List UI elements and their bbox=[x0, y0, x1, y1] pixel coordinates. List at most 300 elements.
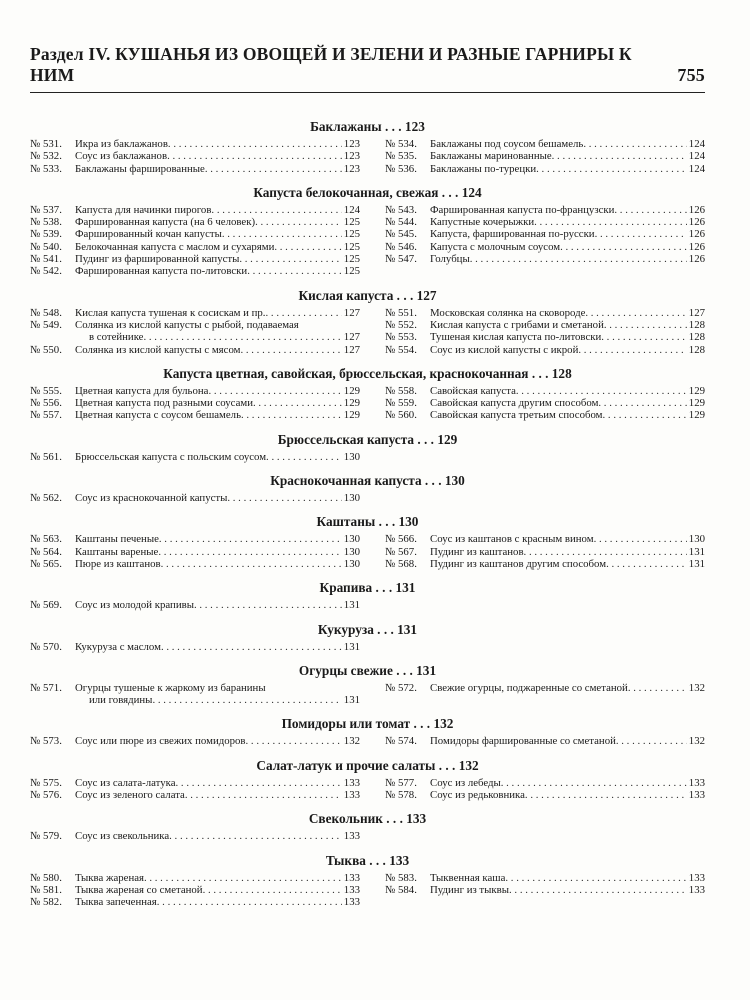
recipe-number: № 560. bbox=[385, 409, 417, 422]
dot-leader bbox=[509, 884, 687, 896]
recipe-number: № 561. bbox=[30, 450, 62, 463]
left-column bbox=[30, 385, 360, 422]
recipe-title: Кислая капуста с грибами и сметаной bbox=[430, 318, 604, 331]
left-column bbox=[30, 492, 360, 504]
recipe-number: № 536. bbox=[385, 162, 417, 175]
right-column bbox=[385, 492, 705, 504]
page-ref: 127 bbox=[343, 343, 360, 356]
entry-line bbox=[75, 682, 360, 694]
entry-body bbox=[430, 682, 705, 694]
entry-body bbox=[430, 884, 705, 896]
recipe-title: Соус из редьковника bbox=[430, 789, 525, 802]
entry-body bbox=[430, 409, 705, 421]
entry-line bbox=[430, 872, 705, 884]
right-column bbox=[385, 204, 705, 278]
page-ref: 133 bbox=[343, 896, 360, 909]
recipe-number: № 580. bbox=[30, 871, 62, 884]
toc-entry bbox=[385, 385, 705, 397]
dot-leader bbox=[616, 735, 687, 747]
dot-leader bbox=[158, 546, 341, 558]
page-ref: 128 bbox=[688, 331, 705, 344]
left-column bbox=[30, 830, 360, 842]
page-ref: 132 bbox=[343, 735, 360, 748]
dot-leader bbox=[501, 777, 687, 789]
right-column bbox=[385, 872, 705, 909]
entry-line bbox=[75, 241, 360, 253]
section-columns bbox=[30, 138, 705, 175]
section-columns bbox=[30, 599, 705, 611]
entry-line bbox=[75, 896, 360, 908]
toc-section bbox=[30, 185, 705, 278]
recipe-number: № 582. bbox=[30, 896, 62, 909]
section-columns bbox=[30, 735, 705, 747]
dot-leader bbox=[274, 241, 341, 253]
left-column bbox=[30, 599, 360, 611]
entry-line bbox=[75, 599, 360, 611]
recipe-number: № 540. bbox=[30, 240, 62, 253]
page-ref: 125 bbox=[343, 240, 360, 253]
entry-line bbox=[75, 533, 360, 545]
recipe-title: Баклажаны фаршированные bbox=[75, 162, 205, 175]
entry-line bbox=[75, 789, 360, 801]
entry-body bbox=[430, 344, 705, 356]
toc-entry bbox=[30, 735, 360, 747]
entry-body bbox=[430, 204, 705, 216]
recipe-number: № 533. bbox=[30, 162, 62, 175]
recipe-title: Пудинг из каштанов другим способом bbox=[430, 557, 607, 570]
page-ref: 132 bbox=[688, 735, 705, 748]
entry-line bbox=[75, 451, 360, 463]
section-columns bbox=[30, 533, 705, 570]
dot-leader bbox=[143, 331, 341, 343]
section-columns bbox=[30, 492, 705, 504]
recipe-title: Белокочанная капуста с маслом и сухарями bbox=[75, 240, 275, 253]
recipe-number: № 584. bbox=[385, 883, 417, 896]
recipe-number: № 539. bbox=[30, 228, 62, 241]
entry-line bbox=[430, 150, 705, 162]
dot-leader bbox=[536, 163, 687, 175]
recipe-number: № 576. bbox=[30, 789, 62, 802]
toc-entry bbox=[30, 385, 360, 397]
page-ref: 125 bbox=[343, 228, 360, 241]
section-title: Капуста белокочанная, свежая . . . 124 bbox=[253, 184, 482, 200]
toc-entry bbox=[30, 682, 360, 707]
recipe-title: Пюре из каштанов bbox=[75, 557, 161, 570]
recipe-number: № 579. bbox=[30, 830, 62, 843]
left-column bbox=[30, 641, 360, 653]
entry-line bbox=[430, 409, 705, 421]
entry-body bbox=[430, 216, 705, 228]
dot-leader bbox=[525, 789, 687, 801]
toc-entry bbox=[30, 307, 360, 319]
page-ref: 126 bbox=[688, 228, 705, 241]
entry-body bbox=[75, 546, 360, 558]
recipe-number: № 583. bbox=[385, 871, 417, 884]
recipe-number: № 558. bbox=[385, 384, 417, 397]
toc-section bbox=[30, 716, 705, 747]
entry-body bbox=[75, 735, 360, 747]
toc-entry bbox=[30, 777, 360, 789]
dot-leader bbox=[266, 451, 342, 463]
recipe-title: Помидоры фаршированные со сметаной bbox=[430, 735, 616, 748]
recipe-title-continued: в сотейнике bbox=[89, 331, 144, 344]
entry-body bbox=[430, 163, 705, 175]
toc-entry bbox=[385, 228, 705, 240]
toc-entry bbox=[30, 492, 360, 504]
recipe-title: Фаршированная капуста (на 6 человек) bbox=[75, 216, 256, 229]
dot-leader bbox=[152, 694, 341, 706]
entry-body bbox=[430, 558, 705, 570]
dot-leader bbox=[240, 344, 341, 356]
toc-entry bbox=[385, 397, 705, 409]
entry-line bbox=[75, 344, 360, 356]
entry-body bbox=[75, 599, 360, 611]
recipe-number: № 549. bbox=[30, 318, 62, 331]
dot-leader bbox=[628, 682, 687, 694]
page-ref: 133 bbox=[343, 830, 360, 843]
recipe-number: № 552. bbox=[385, 318, 417, 331]
page-ref: 126 bbox=[688, 240, 705, 253]
entry-body bbox=[75, 265, 360, 277]
recipe-number: № 548. bbox=[30, 306, 62, 319]
recipe-number: № 570. bbox=[30, 640, 62, 653]
left-column bbox=[30, 307, 360, 356]
dot-leader bbox=[157, 896, 342, 908]
toc-entry bbox=[385, 150, 705, 162]
page-ref: 131 bbox=[343, 640, 360, 653]
entry-line bbox=[430, 546, 705, 558]
page-ref: 128 bbox=[688, 318, 705, 331]
entry-body bbox=[75, 163, 360, 175]
page-ref: 131 bbox=[688, 545, 705, 558]
recipe-title: Брюссельская капуста с польским соусом bbox=[75, 450, 267, 463]
running-header bbox=[30, 0, 705, 93]
entry-body bbox=[75, 344, 360, 356]
recipe-title: Каштаны печеные bbox=[75, 533, 159, 546]
recipe-number: № 567. bbox=[385, 545, 417, 558]
entry-line bbox=[75, 228, 360, 240]
toc-entry bbox=[385, 409, 705, 421]
toc-entry bbox=[385, 307, 705, 319]
toc-entry bbox=[30, 138, 360, 150]
entry-line bbox=[75, 830, 360, 842]
toc-entry bbox=[385, 163, 705, 175]
toc-entry bbox=[30, 241, 360, 253]
entry-body bbox=[75, 307, 360, 319]
entry-line bbox=[75, 138, 360, 150]
entry-line bbox=[75, 265, 360, 277]
dot-leader bbox=[266, 307, 342, 319]
entry-body bbox=[75, 641, 360, 653]
toc-entry bbox=[30, 872, 360, 884]
page-ref: 130 bbox=[688, 533, 705, 546]
recipe-title: Савойская капуста bbox=[430, 384, 516, 397]
entry-line bbox=[430, 331, 705, 343]
page-ref: 125 bbox=[343, 253, 360, 266]
entry-line bbox=[430, 682, 705, 694]
recipe-number: № 557. bbox=[30, 409, 62, 422]
recipe-title: Соус из краснокочанной капусты bbox=[75, 492, 228, 505]
recipe-title: Московская солянка на сковороде bbox=[430, 306, 586, 319]
dot-leader bbox=[606, 558, 687, 570]
entry-line bbox=[430, 253, 705, 265]
toc-entry bbox=[385, 884, 705, 896]
section-title: Огурцы свежие . . . 131 bbox=[298, 662, 437, 678]
page-ref: 124 bbox=[688, 138, 705, 150]
entry-line bbox=[430, 558, 705, 570]
toc-entry bbox=[30, 558, 360, 570]
toc-section bbox=[30, 288, 705, 356]
dot-leader bbox=[241, 409, 342, 421]
toc-entry bbox=[385, 216, 705, 228]
left-column bbox=[30, 138, 360, 175]
recipe-number: № 531. bbox=[30, 138, 62, 150]
recipe-title: Соус из баклажанов bbox=[75, 150, 168, 163]
entry-body bbox=[430, 307, 705, 319]
recipe-title: Капустные кочерыжки bbox=[430, 216, 535, 229]
dot-leader bbox=[253, 397, 342, 409]
entry-line bbox=[75, 558, 360, 570]
dot-leader bbox=[470, 253, 687, 265]
dot-leader bbox=[167, 150, 342, 162]
page-ref: 126 bbox=[688, 253, 705, 266]
entry-body bbox=[75, 253, 360, 265]
entry-body bbox=[75, 385, 360, 397]
page-ref: 123 bbox=[343, 150, 360, 163]
entry-body bbox=[75, 319, 360, 344]
page-ref: 127 bbox=[343, 306, 360, 319]
toc-entry bbox=[30, 546, 360, 558]
toc-entry bbox=[30, 830, 360, 842]
entry-line bbox=[430, 307, 705, 319]
toc-entry bbox=[30, 533, 360, 545]
entry-body bbox=[430, 319, 705, 331]
toc-entry bbox=[385, 331, 705, 343]
recipe-number: № 571. bbox=[30, 681, 62, 694]
dot-leader bbox=[205, 163, 342, 175]
toc-entry bbox=[30, 216, 360, 228]
dot-leader bbox=[583, 138, 686, 150]
entry-line bbox=[75, 216, 360, 228]
toc-entry bbox=[385, 344, 705, 356]
page-ref: 133 bbox=[343, 789, 360, 802]
dot-leader bbox=[222, 228, 342, 240]
entry-line bbox=[75, 150, 360, 162]
recipe-number: № 550. bbox=[30, 343, 62, 356]
recipe-number: № 573. bbox=[30, 735, 62, 748]
section-columns bbox=[30, 830, 705, 842]
section-header-title: Раздел IV. КУШАНЬЯ ИЗ ОВОЩЕЙ И ЗЕЛЕНИ И РАЗНЫЕ ГАРНИРЫ К НИМ bbox=[30, 44, 632, 85]
section-title: Помидоры или томат . . . 132 bbox=[281, 716, 454, 732]
left-column bbox=[30, 204, 360, 278]
toc-entry bbox=[30, 150, 360, 162]
toc-entry bbox=[30, 204, 360, 216]
toc-entry bbox=[385, 735, 705, 747]
toc-entry bbox=[30, 409, 360, 421]
entry-body bbox=[75, 241, 360, 253]
entry-body bbox=[430, 253, 705, 265]
dot-leader bbox=[247, 265, 342, 277]
entry-line bbox=[430, 228, 705, 240]
page-ref: 129 bbox=[343, 409, 360, 422]
page-ref: 129 bbox=[688, 409, 705, 422]
right-column bbox=[385, 735, 705, 747]
toc-section bbox=[30, 663, 705, 707]
recipe-title: Тыква жареная со сметаной bbox=[75, 883, 203, 896]
dot-leader bbox=[161, 558, 342, 570]
entry-body bbox=[430, 872, 705, 884]
recipe-title: Соус из свекольника bbox=[75, 830, 170, 843]
toc-entry bbox=[385, 241, 705, 253]
page-ref: 125 bbox=[343, 216, 360, 229]
page-ref: 129 bbox=[688, 384, 705, 397]
section-columns bbox=[30, 682, 705, 707]
recipe-number: № 581. bbox=[30, 883, 62, 896]
entry-line bbox=[430, 204, 705, 216]
recipe-title: Фаршированная капуста по-литовски bbox=[75, 265, 248, 278]
entry-line bbox=[75, 331, 360, 343]
entry-line bbox=[75, 385, 360, 397]
entry-body bbox=[430, 150, 705, 162]
entry-line bbox=[430, 138, 705, 150]
recipe-title: Пудинг из каштанов bbox=[430, 545, 524, 558]
section-title: Каштаны . . . 130 bbox=[316, 514, 419, 530]
entry-line bbox=[430, 789, 705, 801]
page-ref: 133 bbox=[343, 883, 360, 896]
recipe-number: № 563. bbox=[30, 533, 62, 546]
recipe-number: № 538. bbox=[30, 216, 62, 229]
dot-leader bbox=[239, 253, 341, 265]
entry-line bbox=[430, 777, 705, 789]
toc-entry bbox=[30, 599, 360, 611]
section-title: Кислая капуста . . . 127 bbox=[298, 287, 437, 303]
entry-body bbox=[75, 397, 360, 409]
dot-leader bbox=[601, 331, 687, 343]
toc-section bbox=[30, 758, 705, 802]
entry-line bbox=[75, 163, 360, 175]
recipe-title: Баклажаны по-турецки bbox=[430, 162, 537, 175]
page-ref: 124 bbox=[688, 162, 705, 175]
page-ref: 133 bbox=[688, 871, 705, 884]
entry-line bbox=[75, 397, 360, 409]
recipe-title: Тыква жареная bbox=[75, 871, 144, 884]
entry-body bbox=[75, 872, 360, 884]
toc-entry bbox=[30, 397, 360, 409]
toc-entry bbox=[385, 872, 705, 884]
right-column bbox=[385, 385, 705, 422]
entry-line bbox=[430, 884, 705, 896]
recipe-title: Савойская капуста третьим способом bbox=[430, 409, 603, 422]
recipe-number: № 545. bbox=[385, 228, 417, 241]
right-column bbox=[385, 682, 705, 707]
recipe-title-continued: или говядины bbox=[89, 694, 153, 707]
page-number: 755 bbox=[677, 65, 705, 85]
entry-body bbox=[430, 546, 705, 558]
recipe-title: Пудинг из тыквы bbox=[430, 883, 510, 896]
recipe-title: Икра из баклажанов bbox=[75, 138, 168, 150]
toc-entry bbox=[30, 253, 360, 265]
toc-entry bbox=[385, 204, 705, 216]
recipe-title: Тыква запеченная bbox=[75, 896, 157, 909]
dot-leader bbox=[524, 546, 687, 558]
recipe-title: Соус из каштанов с красным вином bbox=[430, 533, 594, 546]
entry-line bbox=[75, 546, 360, 558]
toc-entry bbox=[385, 789, 705, 801]
toc-entry bbox=[385, 253, 705, 265]
recipe-number: № 569. bbox=[30, 599, 62, 612]
entry-body bbox=[75, 228, 360, 240]
entry-body bbox=[75, 777, 360, 789]
dot-leader bbox=[516, 385, 687, 397]
toc-entry bbox=[30, 344, 360, 356]
recipe-title: Каштаны вареные bbox=[75, 545, 159, 558]
recipe-title: Фаршированный кочан капусты bbox=[75, 228, 222, 241]
dot-leader bbox=[598, 397, 686, 409]
toc-entry bbox=[30, 884, 360, 896]
page-ref: 133 bbox=[343, 871, 360, 884]
toc-section bbox=[30, 811, 705, 842]
entry-body bbox=[430, 385, 705, 397]
toc-entry bbox=[385, 138, 705, 150]
recipe-number: № 566. bbox=[385, 533, 417, 546]
entry-body bbox=[75, 451, 360, 463]
recipe-title: Огурцы тушеные к жаркому из баранины bbox=[75, 681, 266, 694]
recipe-number: № 543. bbox=[385, 203, 417, 216]
section-columns bbox=[30, 451, 705, 463]
entry-line bbox=[430, 216, 705, 228]
recipe-number: № 553. bbox=[385, 331, 417, 344]
recipe-title: Свежие огурцы, поджаренные со сметаной bbox=[430, 681, 628, 694]
page-ref: 133 bbox=[343, 776, 360, 789]
recipe-number: № 575. bbox=[30, 776, 62, 789]
page-ref: 126 bbox=[688, 203, 705, 216]
toc-section bbox=[30, 580, 705, 611]
recipe-title: Солянка из кислой капусты с рыбой, подаваемая bbox=[75, 318, 299, 331]
recipe-title: Тыквенная каша bbox=[430, 871, 506, 884]
toc-entry bbox=[30, 319, 360, 344]
recipe-number: № 572. bbox=[385, 681, 417, 694]
dot-leader bbox=[505, 872, 686, 884]
toc-entry bbox=[385, 558, 705, 570]
dot-leader bbox=[211, 204, 341, 216]
page-ref: 124 bbox=[343, 203, 360, 216]
section-columns bbox=[30, 307, 705, 356]
page-ref: 129 bbox=[343, 397, 360, 410]
left-column bbox=[30, 682, 360, 707]
right-column bbox=[385, 777, 705, 802]
recipe-number: № 564. bbox=[30, 545, 62, 558]
entry-line bbox=[430, 397, 705, 409]
entry-line bbox=[430, 385, 705, 397]
toc-entry bbox=[30, 896, 360, 908]
toc-entry bbox=[385, 546, 705, 558]
section-title: Капуста цветная, савойская, брюссельская, краснокочанная . . . 128 bbox=[163, 365, 572, 381]
section-columns bbox=[30, 385, 705, 422]
recipe-title: Цветная капуста под разными соусами bbox=[75, 397, 253, 410]
recipe-number: № 551. bbox=[385, 306, 417, 319]
recipe-number: № 535. bbox=[385, 150, 417, 163]
dot-leader bbox=[144, 872, 342, 884]
page-ref: 130 bbox=[343, 533, 360, 546]
entry-line bbox=[430, 344, 705, 356]
toc-entry bbox=[30, 789, 360, 801]
entry-body bbox=[75, 150, 360, 162]
dot-leader bbox=[534, 216, 687, 228]
recipe-number: № 541. bbox=[30, 253, 62, 266]
right-column bbox=[385, 599, 705, 611]
entry-body bbox=[75, 533, 360, 545]
entry-body bbox=[430, 331, 705, 343]
